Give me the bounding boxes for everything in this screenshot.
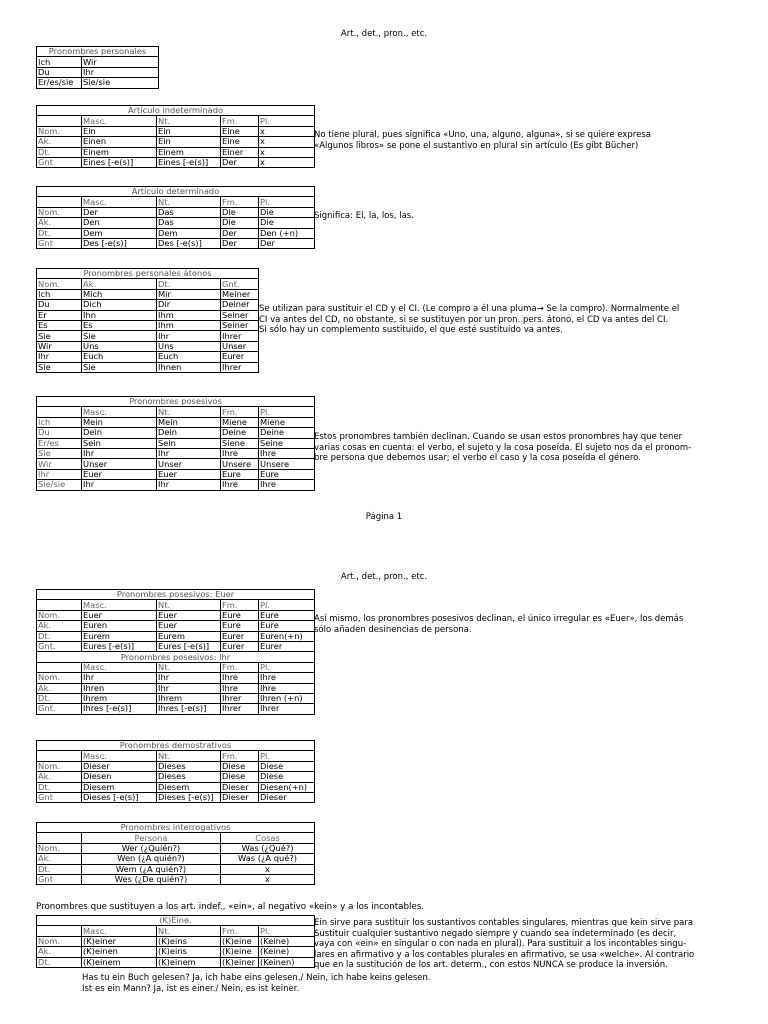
table-pronombres-posesivos: [36, 396, 315, 491]
table-cell: Eure: [259, 469, 315, 479]
note-line: Estos pronombres también declinan. Cuando se usan estos pronombres hay que tener: [314, 432, 683, 442]
page-header: Art., det., pron., etc.: [340, 29, 428, 39]
row-label: Ak.: [37, 218, 82, 228]
table-cell: Euer: [82, 610, 157, 620]
table-cell: Ihren: [82, 683, 157, 693]
table-cell: Ihres [-e(s)]: [157, 704, 221, 714]
table-cell: Wes (¿De quién?): [82, 874, 221, 884]
table-cell: Ihr: [157, 673, 221, 683]
table-cell: Ihr: [157, 683, 221, 693]
table-cell: Die: [221, 207, 259, 217]
header-cell: Masc.: [82, 600, 157, 610]
row-label: Nom.: [37, 673, 82, 683]
table-cell: Diesem: [82, 782, 157, 792]
row-label: Gnt: [37, 238, 82, 248]
header-cell: Dt.: [157, 279, 221, 289]
table-cell: Mir: [157, 289, 221, 299]
row-label: Er/es: [37, 438, 82, 448]
table-cell: Eures [-e(s)]: [157, 641, 221, 651]
table-cell: Uns: [82, 341, 157, 351]
table-cell: Das: [157, 207, 221, 217]
table-cell: Diese: [259, 761, 315, 771]
table-cell: Ein: [157, 137, 221, 147]
header-cell: Pl.: [259, 926, 315, 936]
table-cell: (Keine): [259, 936, 315, 946]
table-cell: Ihn: [82, 310, 157, 320]
note-line: No tiene plural, pues significa «Uno, una, alguno, alguna», si se quiere expresa: [314, 130, 651, 140]
table-cell: Des [-e(s)]: [157, 238, 221, 248]
page-footer: Página 1: [365, 512, 403, 522]
table-cell: Ihrem: [82, 693, 157, 703]
table-cell: (K)eins: [157, 936, 221, 946]
row-label: Nom.: [37, 936, 82, 946]
table-cell: Der: [221, 157, 259, 167]
table-cell: Diesen: [82, 772, 157, 782]
header-cell: [37, 197, 82, 207]
table-title: Pronombres posesivos: Ihr: [37, 652, 315, 662]
table-pronombres-interrogativos: [36, 822, 315, 885]
row-label: Gnt: [37, 157, 82, 167]
header-cell: Masc.: [82, 751, 157, 761]
table-cell: Ihren (+n): [259, 693, 315, 703]
row-label: Gnt.: [37, 704, 82, 714]
row-label: Du: [37, 428, 82, 438]
table-cell: Unsere: [221, 459, 259, 469]
header-cell: Fm.: [221, 116, 259, 126]
table-cell: Euer: [82, 469, 157, 479]
table-cell: (K)einem: [82, 957, 157, 967]
table-cell: (K)einem: [157, 957, 221, 967]
table-pronombres-atonos: [36, 268, 259, 373]
table-cell: Diese: [221, 772, 259, 782]
table-cell: Unser: [221, 341, 259, 351]
table-cell: Die: [259, 218, 315, 228]
table-cell: Eines [-e(s)]: [157, 157, 221, 167]
header-cell: Fm.: [221, 600, 259, 610]
table-cell: Dich: [82, 300, 157, 310]
note-line: vaya con «ein» en singular o con nada en plural). Para sustituir a los incontables singu-: [314, 939, 687, 949]
table-cell: Euer: [157, 469, 221, 479]
row-label: Nom.: [37, 761, 82, 771]
table-cell: (Keinen): [259, 957, 315, 967]
table-cell: Euer: [157, 610, 221, 620]
note-keine: [314, 918, 694, 971]
table-cell: Miene: [259, 417, 315, 427]
header-cell: Gnt.: [221, 279, 259, 289]
row-label: Wir: [37, 459, 82, 469]
table-cell: Mein: [82, 417, 157, 427]
table-cell: Den: [82, 218, 157, 228]
table-cell: (K)eins: [157, 947, 221, 957]
page-header: Art., det., pron., etc.: [340, 572, 428, 582]
table-cell: Ihm: [157, 310, 221, 320]
table-cell: Unser: [157, 459, 221, 469]
header-cell: Pl.: [259, 751, 315, 761]
table-cell: Sein: [157, 438, 221, 448]
table-cell: Eure: [221, 469, 259, 479]
table-cell: Ihre: [259, 448, 315, 458]
table-cell: Wer (¿Quién?): [82, 843, 221, 853]
table-cell: Ihr: [157, 331, 221, 341]
table-title: Pronombres demostrativos: [37, 741, 315, 751]
table-cell: Dieser: [221, 792, 259, 802]
row-label: Du: [37, 300, 82, 310]
row-label: Ak.: [37, 683, 82, 693]
table-cell: Meiner: [221, 289, 259, 299]
table-cell: Eines [-e(s)]: [82, 157, 157, 167]
table-cell: Euren: [82, 621, 157, 631]
table-cell: Mein: [157, 417, 221, 427]
table-cell: Dieser: [221, 782, 259, 792]
table-cell: Ihre: [221, 683, 259, 693]
table-title: (K)Eine.: [37, 916, 315, 926]
row-label: Ak.: [37, 854, 82, 864]
header-cell: Pl.: [259, 662, 315, 672]
row-label: Sie: [37, 331, 82, 341]
table-cell: Siene: [221, 438, 259, 448]
table-cell: Diese: [259, 772, 315, 782]
header-cell: Cosas: [221, 833, 315, 843]
note-line: bre persona que debemos usar; el verbo el caso y la cosa poseída el género.: [314, 453, 641, 463]
table-cell: Es: [82, 320, 157, 330]
note-line: lares en afirmativo y a los contables plurales en afirmativo, se usa «welche». Al contrario: [314, 949, 695, 960]
table-title: Artículo indeterminado: [37, 106, 315, 116]
table-cell: Wen (¿A quién?): [82, 854, 221, 864]
table-cell: Einen: [82, 137, 157, 147]
table-cell: (K)eine: [221, 936, 259, 946]
table-pronombres-demostrativos: [36, 740, 315, 803]
note-line: CI va antes del CD, no obstante, si se sustituyen por un pron. pers. átono, el CD va antes del CI.: [259, 314, 669, 325]
note-line: Si sólo hay un complemento sustituido, el que esté sustituido va antes.: [259, 325, 563, 335]
header-cell: [37, 751, 82, 761]
table-cell: Das: [157, 218, 221, 228]
table-cell: Euch: [82, 352, 157, 362]
header-cell: Nt.: [157, 926, 221, 936]
table-cell: Euren(+n): [259, 631, 315, 641]
table-cell: x: [221, 874, 315, 884]
table-cell: x: [259, 147, 315, 157]
table-cell: Dieses [-e(s)]: [82, 792, 157, 802]
note-line: sólo añaden desinencias de persona.: [314, 624, 472, 635]
table-cell: (K)eine: [221, 947, 259, 957]
note-line: varias cosas en cuenta: el verbo, el sujeto y la cosa poseída. El sujeto nos da el pronom-: [314, 442, 692, 453]
table-cell: Ihre: [259, 480, 315, 490]
table-cell: Ihre: [221, 448, 259, 458]
table-cell: Ihr: [157, 448, 221, 458]
table-cell: Wem (¿A quién?): [82, 864, 221, 874]
table-cell: Dieser: [259, 792, 315, 802]
table-cell: Dem: [82, 228, 157, 238]
table-cell: Ihrer: [221, 362, 259, 372]
row-label: Ak.: [37, 772, 82, 782]
row-label: Ak.: [37, 947, 82, 957]
header-cell: Nt.: [157, 662, 221, 672]
table-cell: x: [259, 137, 315, 147]
row-label: Sie: [37, 362, 82, 372]
table-title: Pronombres posesivos: Euer: [37, 590, 315, 600]
note-line: Se utilizan para sustituir el CD y el CI. (Le compro a él una pluma→ Se la compro). Normalmente el: [259, 304, 680, 314]
table-title: Artículo determinado: [37, 187, 315, 197]
row-label: Dt.: [37, 228, 82, 238]
table-cell: (Keine): [259, 947, 315, 957]
table-cell: Ihrer: [259, 704, 315, 714]
table-cell: Die: [259, 207, 315, 217]
row-label: Dt.: [37, 693, 82, 703]
header-cell: Fm.: [221, 662, 259, 672]
header-cell: Fm.: [221, 751, 259, 761]
row-label: Dt.: [37, 957, 82, 967]
row-label: Nom.: [37, 126, 82, 136]
note-line: Ein sirve para sustituir los sustantivos contables singulares, mientras que kein sirve para: [314, 918, 694, 928]
row-label: Dt.: [37, 782, 82, 792]
row-label: Gnt: [37, 874, 82, 884]
table-cell: Diesem: [157, 782, 221, 792]
table-cell: Wir: [82, 57, 159, 67]
table-cell: Euer: [157, 621, 221, 631]
table-cell: Der: [221, 228, 259, 238]
table-cell: Ihre: [221, 480, 259, 490]
header-cell: Masc.: [82, 662, 157, 672]
row-label: Sie: [37, 448, 82, 458]
table-cell: Diese: [221, 761, 259, 771]
table-cell: Eurer: [221, 631, 259, 641]
table-cell: Seine: [259, 438, 315, 448]
table-cell: Uns: [157, 341, 221, 351]
table-cell: Dieses: [157, 761, 221, 771]
header-cell: Persona: [82, 833, 221, 843]
row-label: Ihr: [37, 469, 82, 479]
table-cell: (K)einen: [82, 947, 157, 957]
row-label: Er: [37, 310, 82, 320]
table-cell: Eurer: [221, 352, 259, 362]
table-cell: Deine: [221, 428, 259, 438]
table-cell: Eine: [221, 137, 259, 147]
table-cell: Deiner: [221, 300, 259, 310]
table-cell: Eurer: [221, 641, 259, 651]
header-cell: Nt.: [157, 197, 221, 207]
table-articulo-determinado: [36, 186, 315, 249]
table-posesivos-euer-ihr: [36, 589, 315, 715]
table-pronombres-personales: [36, 46, 159, 89]
table-cell: Sein: [82, 438, 157, 448]
table-title: Pronombres personales: [37, 47, 159, 57]
table-cell: Eurer: [259, 641, 315, 651]
row-label: Wir: [37, 341, 82, 351]
table-cell: Des [-e(s)]: [82, 238, 157, 248]
header-cell: Masc.: [82, 197, 157, 207]
header-cell: Nt.: [157, 751, 221, 761]
note-line: Significa: El, la, los, las.: [314, 211, 414, 221]
table-cell: Ein: [157, 126, 221, 136]
note-atonos: [259, 304, 679, 336]
header-cell: Fm.: [221, 197, 259, 207]
examples: [82, 973, 431, 994]
header-cell: [37, 662, 82, 672]
row-label: Dt.: [37, 147, 82, 157]
header-cell: Pl.: [259, 116, 315, 126]
table-title: Pronombres interrogativos: [37, 823, 315, 833]
example-line: Ist es ein Mann? Ja, ist es einer./ Nein, es ist keiner.: [82, 983, 300, 994]
table-cell: Ihr: [82, 67, 159, 77]
table-cell: Ihrer: [221, 693, 259, 703]
table-title: Pronombres posesivos: [37, 397, 315, 407]
table-cell: Eure: [259, 621, 315, 631]
section-heading: Pronombres que sustituyen a los art. indef., «ein», al negativo «kein» y a los incontables.: [36, 902, 425, 912]
row-label: Dt.: [37, 864, 82, 874]
row-label: Gnt.: [37, 641, 82, 651]
table-cell: Einem: [82, 147, 157, 157]
table-cell: Eure: [221, 621, 259, 631]
table-cell: Ihre: [259, 673, 315, 683]
table-cell: x: [259, 157, 315, 167]
header-cell: Nt.: [157, 407, 221, 417]
table-cell: Dein: [82, 428, 157, 438]
row-label: Ihr: [37, 352, 82, 362]
table-cell: (K)einer: [221, 957, 259, 967]
note-line: Sustituir cualquier sustantivo negado siempre y cuando sea indeterminado (es decir,: [314, 928, 677, 939]
table-cell: Einem: [157, 147, 221, 157]
table-cell: Der: [82, 207, 157, 217]
table-title: Pronombres personales átonos: [37, 269, 259, 279]
note-line: que en la sustitución de los art. determ., con estos NUNCA se produce la inversión.: [314, 960, 668, 970]
header-cell: Fm.: [221, 926, 259, 936]
row-label: Ich: [37, 289, 82, 299]
header-cell: [37, 116, 82, 126]
table-cell: Dieses: [157, 772, 221, 782]
table-cell: Die: [221, 218, 259, 228]
note-indeterminado: [314, 130, 651, 151]
table-cell: Seiner: [221, 310, 259, 320]
header-cell: [37, 833, 82, 843]
row-label: Nom.: [37, 843, 82, 853]
row-label: Sie/sie: [37, 480, 82, 490]
row-label: Nom.: [37, 610, 82, 620]
row-label: Nom.: [37, 207, 82, 217]
header-cell: Fm.: [221, 407, 259, 417]
row-label: Es: [37, 320, 82, 330]
header-cell: Nt.: [157, 600, 221, 610]
table-cell: Unsere: [259, 459, 315, 469]
note-euer: [314, 614, 683, 635]
note-posesivos: [314, 432, 691, 464]
table-cell: Was (¿Qué?): [221, 843, 315, 853]
header-cell: Nt.: [157, 116, 221, 126]
table-cell: Ihm: [157, 320, 221, 330]
table-cell: Dieser: [82, 761, 157, 771]
table-cell: Eine: [221, 126, 259, 136]
table-articulo-indeterminado: [36, 105, 315, 168]
header-cell: Masc.: [82, 116, 157, 126]
table-cell: Den (+n): [259, 228, 315, 238]
table-cell: Der: [221, 238, 259, 248]
table-cell: Seiner: [221, 320, 259, 330]
note-determinado: [314, 211, 414, 222]
table-cell: Er/es/sie: [37, 78, 82, 88]
header-cell: Pl.: [259, 407, 315, 417]
table-keine: [36, 915, 315, 968]
row-label: Dt.: [37, 631, 82, 641]
header-cell: [37, 600, 82, 610]
table-cell: Sie: [82, 331, 157, 341]
table-cell: Ihre: [221, 673, 259, 683]
header-cell: Pl.: [259, 197, 315, 207]
table-cell: Der: [259, 238, 315, 248]
table-cell: Deine: [259, 428, 315, 438]
row-label: Ich: [37, 417, 82, 427]
header-cell: Masc.: [82, 407, 157, 417]
table-cell: Ihr: [82, 673, 157, 683]
table-cell: Miene: [221, 417, 259, 427]
table-cell: Sie/sie: [82, 78, 159, 88]
table-cell: Unser: [82, 459, 157, 469]
table-cell: Ihrer: [221, 331, 259, 341]
table-cell: Dein: [157, 428, 221, 438]
table-cell: Ihres [-e(s)]: [82, 704, 157, 714]
table-cell: Eure: [221, 610, 259, 620]
table-cell: Dieses [-e(s)]: [157, 792, 221, 802]
header-cell: [37, 926, 82, 936]
note-line: Así mismo, los pronombres posesivos declinan, el único irregular es «Euer», los demás: [314, 614, 684, 624]
header-cell: Pl.: [259, 600, 315, 610]
table-cell: x: [221, 864, 315, 874]
table-cell: Sie: [82, 362, 157, 372]
header-cell: [37, 407, 82, 417]
table-cell: Ich: [37, 57, 82, 67]
example-line: Has tu ein Buch gelesen? Ja, ich habe eins gelesen./ Nein, ich habe keins gelesen.: [82, 973, 431, 983]
header-cell: Nom.: [37, 279, 82, 289]
table-cell: (K)einer: [82, 936, 157, 946]
table-cell: Mich: [82, 289, 157, 299]
table-cell: Diesen(+n): [259, 782, 315, 792]
header-cell: Ak.: [82, 279, 157, 289]
header-cell: Masc.: [82, 926, 157, 936]
table-cell: Ihr: [82, 448, 157, 458]
table-cell: Euch: [157, 352, 221, 362]
table-cell: Eures [-e(s)]: [82, 641, 157, 651]
table-cell: Ihrer: [221, 704, 259, 714]
table-cell: x: [259, 126, 315, 136]
note-line: «Algunos libros» se pone el sustantivo en plural sin artículo (Es gibt Bücher): [314, 140, 639, 151]
table-cell: Dir: [157, 300, 221, 310]
table-cell: Du: [37, 67, 82, 77]
table-cell: Ihrem: [157, 693, 221, 703]
table-cell: Ein: [82, 126, 157, 136]
table-cell: Ihre: [259, 683, 315, 693]
row-label: Ak.: [37, 137, 82, 147]
table-cell: Ihnen: [157, 362, 221, 372]
table-cell: Ihr: [82, 480, 157, 490]
table-cell: Eurem: [157, 631, 221, 641]
table-cell: Was (¿A qué?): [221, 854, 315, 864]
row-label: Ak.: [37, 621, 82, 631]
row-label: Gnt: [37, 792, 82, 802]
table-cell: Eurem: [82, 631, 157, 641]
table-cell: Dem: [157, 228, 221, 238]
table-cell: Eure: [259, 610, 315, 620]
table-cell: Ihr: [157, 480, 221, 490]
table-cell: Einer: [221, 147, 259, 157]
